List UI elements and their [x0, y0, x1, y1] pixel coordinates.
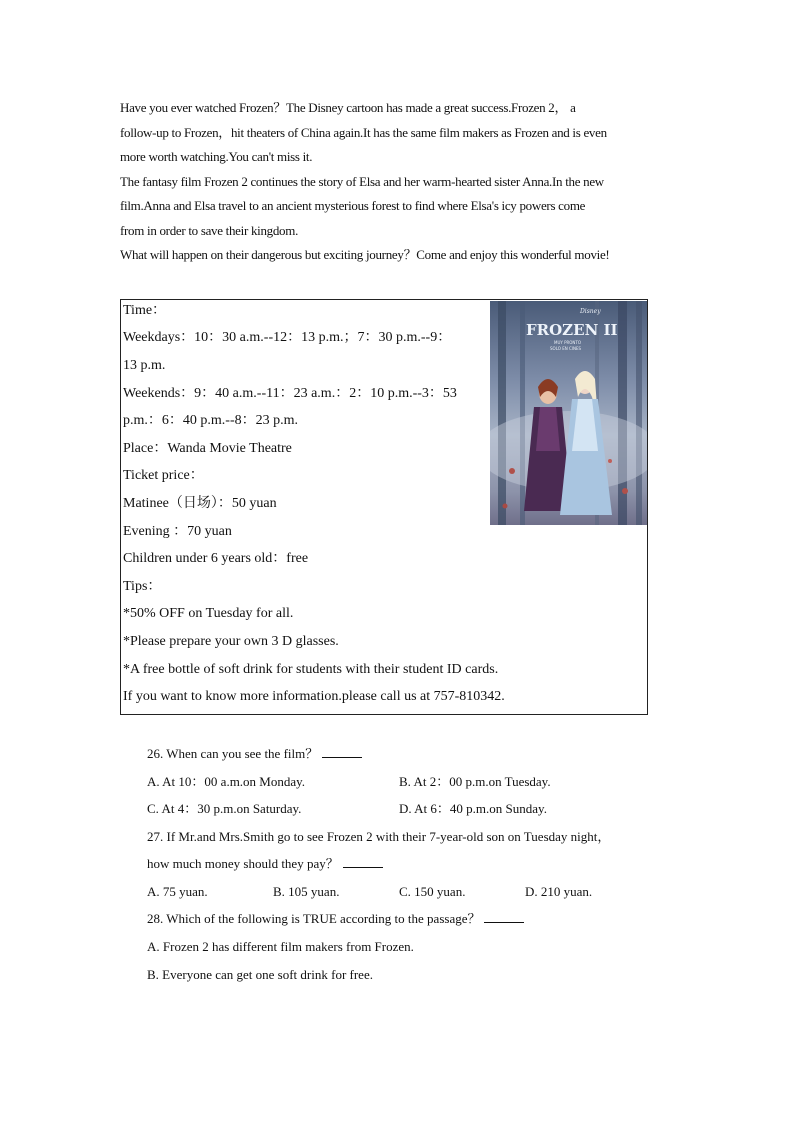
info-line: Tips： [123, 579, 162, 594]
q26-option-c[interactable]: C. At 4：30 p.m.on Saturday. [147, 801, 302, 816]
intro-line: more worth watching.You can't miss it. [120, 149, 313, 164]
answer-blank[interactable] [343, 855, 383, 868]
q27-option-b[interactable]: B. 105 yuan. [273, 884, 340, 899]
info-line: Matinee（日场）：50 yuan [123, 496, 277, 511]
answer-blank[interactable] [484, 910, 524, 923]
q28-option-b[interactable]: B. Everyone can get one soft drink for free. [147, 967, 373, 982]
poster-tagline-1: MUY PRONTO [554, 340, 582, 345]
q27-option-c[interactable]: C. 150 yuan. [399, 884, 466, 899]
intro-line: follow-up to Frozen，hit theaters of China again.It has the same film makers as Frozen and is even [120, 124, 607, 140]
q26-option-b[interactable]: B. At 2：00 p.m.on Tuesday. [399, 774, 551, 789]
poster-illustration [490, 301, 647, 525]
info-line: Weekends：9：40 a.m.--11：23 a.m.：2：10 p.m.--3：53 [123, 386, 457, 401]
poster-brand: Disney [580, 308, 601, 315]
question-27-stem-2: how much money should they pay？ [147, 856, 339, 871]
info-line: If you want to know more information.please call us at 757-810342. [123, 689, 505, 704]
intro-line: What will happen on their dangerous but exciting journey？Come and enjoy this wonderful movie! [120, 247, 610, 262]
intro-line: from in order to save their kingdom. [120, 222, 299, 238]
q26-option-a[interactable]: A. At 10：00 a.m.on Monday. [147, 774, 306, 789]
question-26-stem: 26. When can you see the film？ [147, 746, 319, 761]
poster-title: FROZEN II [526, 321, 618, 339]
poster-tagline-2: SOLO EN CINES [550, 346, 582, 351]
q27-option-d[interactable]: D. 210 yuan. [525, 884, 593, 899]
info-line: Time： [123, 303, 167, 318]
answer-blank[interactable] [322, 745, 362, 758]
info-line: *Please prepare your own 3 D glasses. [123, 634, 339, 649]
frozen-poster-image [490, 301, 647, 525]
info-line: *50% OFF on Tuesday for all. [123, 606, 294, 621]
info-line: p.m.：6：40 p.m.--8：23 p.m. [123, 413, 298, 428]
q26-option-d[interactable]: D. At 6：40 p.m.on Sunday. [399, 801, 547, 816]
question-28 [147, 909, 524, 929]
info-line: *A free bottle of soft drink for students with their student ID cards. [123, 662, 499, 677]
question-28-stem: 28. Which of the following is TRUE according to the passage？ [147, 911, 481, 926]
info-line: 13 p.m. [123, 358, 166, 373]
info-line: Children under 6 years old：free [123, 551, 309, 566]
movie-info-box [120, 299, 648, 715]
q27-option-a[interactable]: A. 75 yuan. [147, 884, 208, 899]
intro-line: film.Anna and Elsa travel to an ancient mysterious forest to find where Elsa's icy powers come [120, 198, 586, 213]
intro-line: Have you ever watched Frozen？The Disney cartoon has made a great success.Frozen 2， a [120, 100, 576, 115]
intro-line: The fantasy film Frozen 2 continues the story of Elsa and her warm-hearted sister Anna.In the new [120, 173, 604, 189]
intro-passage [120, 96, 690, 268]
question-26 [147, 744, 362, 764]
q28-option-a[interactable]: A. Frozen 2 has different film makers from Frozen. [147, 939, 414, 954]
info-line: Evening ：70 yuan [123, 524, 232, 539]
question-27 [147, 854, 383, 874]
info-line: Place：Wanda Movie Theatre [123, 441, 292, 456]
question-27-stem-1: 27. If Mr.and Mrs.Smith go to see Frozen 2 with their 7-year-old son on Tuesday night， [147, 829, 611, 844]
info-line: Weekdays：10：30 a.m.--12：13 p.m.；7：30 p.m.--9： [123, 330, 452, 345]
info-line: Ticket price： [123, 468, 204, 483]
